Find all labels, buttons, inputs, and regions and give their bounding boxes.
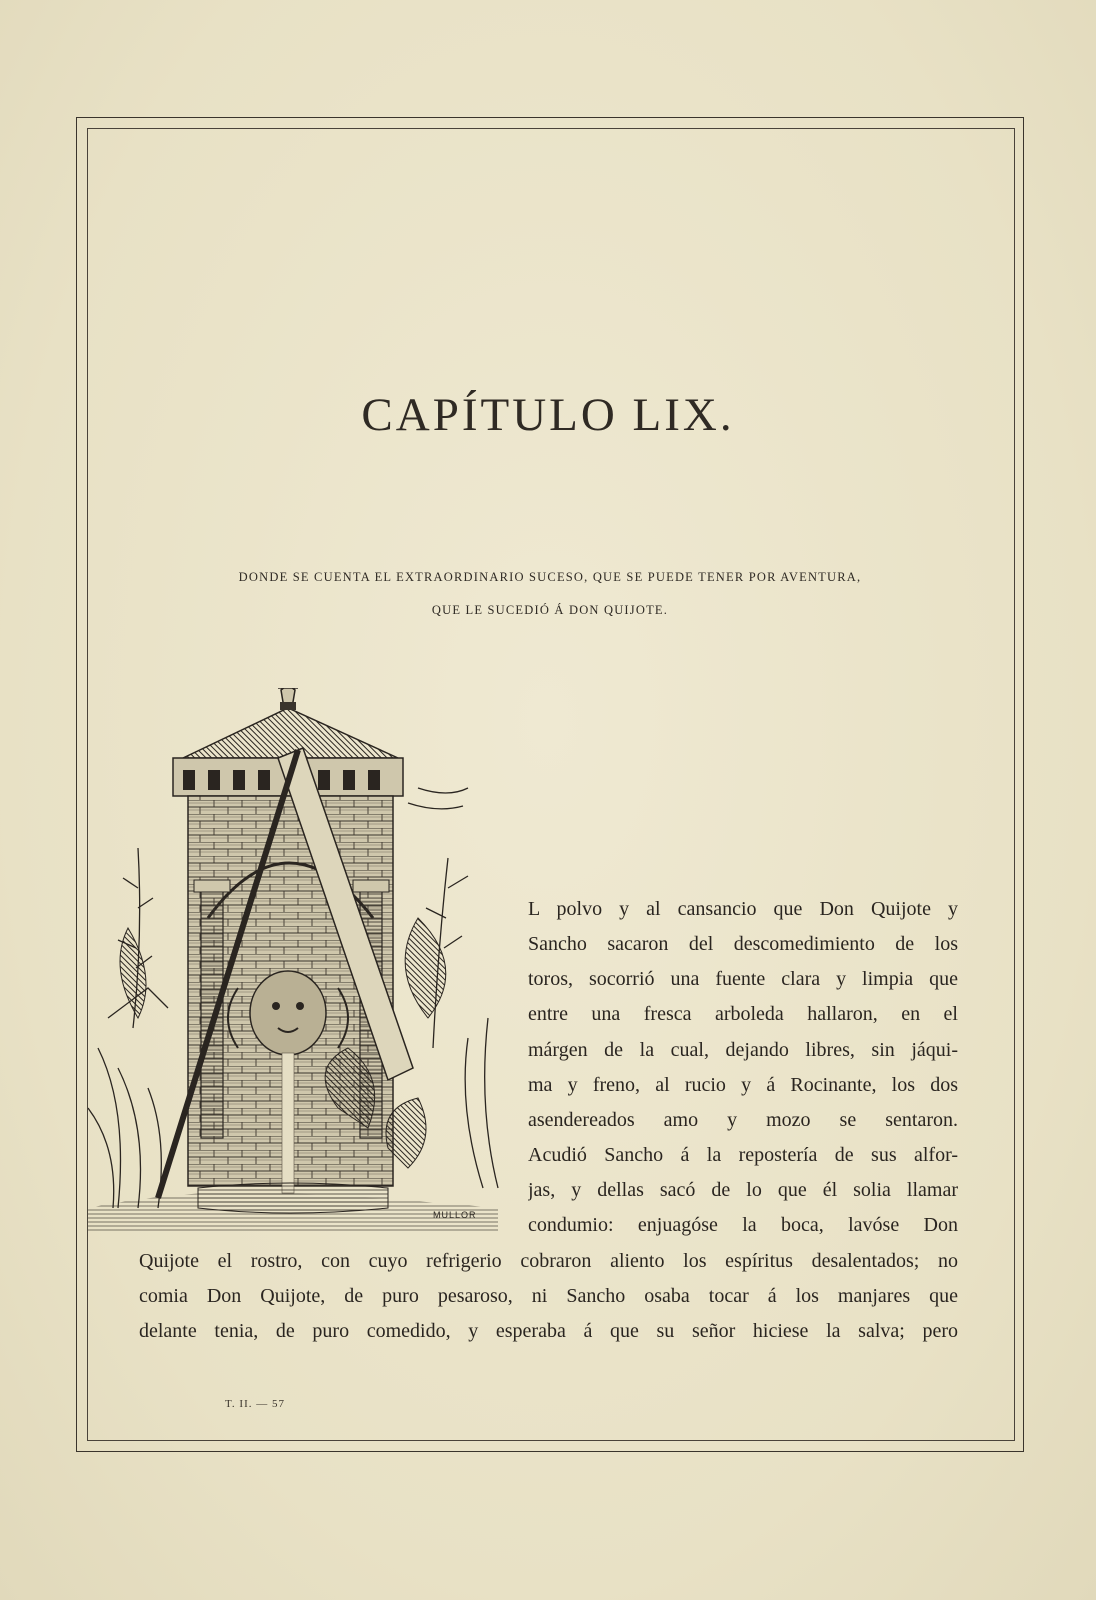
body-line: márgen de la cual, dejando libres, sin jáqui- — [528, 1039, 958, 1061]
body-line: delante tenia, de puro comedido, y esperaba á que su señor hiciese la salva; pero — [139, 1320, 958, 1342]
body-line: asendereados amo y mozo se sentaron. — [528, 1109, 958, 1131]
body-line: Sancho sacaron del descomedimiento de los — [528, 933, 958, 955]
body-line: Acudió Sancho á la repostería de sus alfor- — [528, 1144, 958, 1166]
body-line: comia Don Quijote, de puro pesaroso, ni Sancho osaba tocar á los manjares que — [139, 1285, 958, 1307]
show-through-texture — [130, 190, 960, 750]
fountain-illustration — [88, 688, 508, 1258]
page-folio: T. II. — 57 — [225, 1398, 285, 1410]
body-line: Quijote el rostro, con cuyo refrigerio cobraron aliento los espíritus desalentados; no — [139, 1250, 958, 1272]
body-line: entre una fresca arboleda hallaron, en el — [528, 1003, 958, 1025]
body-line: ma y freno, al rucio y á Rocinante, los dos — [528, 1074, 958, 1096]
body-line: L polvo y al cansancio que Don Quijote y — [528, 898, 958, 920]
body-line: jas, y dellas sacó de lo que él solia llamar — [528, 1179, 958, 1201]
chapter-subtitle-line-2: QUE LE SUCEDIÓ Á DON QUIJOTE. — [431, 603, 669, 617]
chapter-subtitle-line-1: DONDE SE CUENTA EL EXTRAORDINARIO SUCESO, QUE SE PUEDE TENER POR AVENTURA, — [238, 570, 862, 584]
engraver-signature: MULLOR — [433, 1210, 477, 1220]
body-line: toros, socorrió una fuente clara y limpia que — [528, 968, 958, 990]
body-line: condumio: enjuagóse la boca, lavóse Don — [528, 1214, 958, 1236]
chapter-title: CAPÍTULO LIX. — [361, 389, 735, 441]
